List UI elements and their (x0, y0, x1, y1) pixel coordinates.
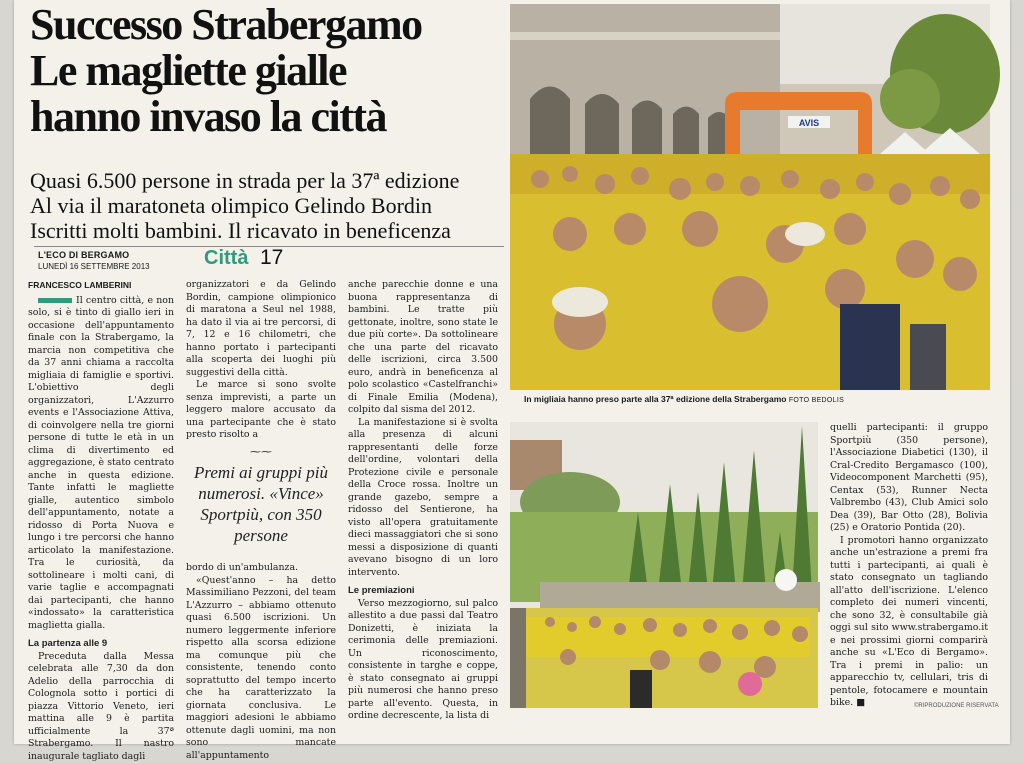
article-column-2 (186, 279, 336, 762)
headline-line-3: hanno invaso la città (30, 94, 510, 140)
page-masthead (34, 246, 504, 274)
march-photo-illustration (510, 422, 818, 708)
subhead-partenza: La partenza alle 9 (28, 638, 174, 651)
paragraph-estrazione: I promotori hanno organizzato anche un'estrazione a premi fra tutti i partecipanti, ai quali è stato consegnato un tagliando all'atto dell'iscrizione. L'elenco completo dei numeri vincenti, che sono 32, è consultabile già oggi sul sito www.strabergamo.it e nei prossimi giorni comparirà anche su «L'Eco di Bergamo». Tra i premi in palio: un apparecchio tv, cellulari, tris di pentole, fotocamere e mountain bike. ■ (830, 535, 988, 710)
subheadline-line-1: Quasi 6.500 persone in strada per la 37ª edizione (30, 168, 510, 193)
paragraph-classifica: quelli partecipanti: il gruppo Sportpiù (350 persone), l'Associazione Diabetici (130), il Cral-Credito Bergamasco (100), Videocomponent Marchetti (95), Centax (53), Runner Necta Valbrembo (43), Club Amici solo Dea (39), Bar Otto (28), Bolivia (25) e Oratorio Pontida (20). (830, 422, 988, 535)
subheadline (30, 168, 510, 243)
paragraph-beneficenza: anche parecchie donne e una buona rappresentanza di bambini. Le tratte più gettonate, inoltre, sono state le due più corte». Da sottolineare che una parte del ricavato delle iscrizioni, circa 3.500 euro, andrà in beneficenza al polo scolastico «Castelfranchi» di Finale Emilia (Modena), colpito dal sisma del 2012. (348, 279, 498, 417)
byline: FRANCESCO LAMBERINI (28, 279, 174, 292)
paragraph-sicurezza: La manifestazione si è svolta alla presenza di alcuni rappresentanti delle forze dell'ordine, volontari della Protezione civile e personale della Croce rossa. Inoltre un grande gazebo, sempre a ridosso del Sentierone, ha visto all'opera gratuitamente dieci massaggiatori che si sono messi a disposizione di quanti avevano bisogno di un loro intervento. (348, 417, 498, 580)
headline-line-2: Le magliette gialle (30, 48, 510, 94)
paragraph-partenza: Preceduta dalla Messa celebrata alle 7,30 da don Adelio della parrocchia di Colognola sotto i portici di piazza Vittorio Veneto, ieri mattina alle 9 è partita ufficialmente la 37ª Strabergamo. Il nastro inaugurale tagliato dagli (28, 651, 174, 763)
photo-credit: FOTO BEDOLIS (789, 397, 844, 404)
paragraph-marce: Le marce si sono svolte senza imprevisti, a parte un leggero malore accusato da una partecipante che è stato presto risolto a (186, 379, 336, 442)
section-bar (38, 298, 72, 303)
publication-name: L'ECO DI BERGAMO (38, 250, 129, 260)
photo-caption (524, 394, 1004, 404)
subheadline-line-2: Al via il maratoneta olimpico Gelindo Bordin (30, 193, 510, 218)
publication-date: LUNEDÌ 16 SETTEMBRE 2013 (38, 262, 150, 271)
arch-banner-text: AVIS (799, 118, 819, 128)
headline (30, 2, 510, 140)
reproduction-note: ©RIPRODUZIONE RISERVATA (914, 703, 999, 709)
subhead-premiazioni: Le premiazioni (348, 585, 498, 598)
photo-crowd (510, 4, 990, 390)
headline-line-1: Successo Strabergamo (30, 2, 510, 48)
article-column-3 (348, 279, 498, 723)
pull-quote: Premi ai gruppi più numerosi. «Vince» Sportpiù, con 350 persone (186, 462, 336, 546)
photo-caption-text: In migliaia hanno preso parte alla 37ª edizione della Strabergamo (524, 394, 786, 404)
lead-paragraph: Il centro città, e non solo, si è tinto di giallo ieri in occasione dell'appuntamento finale con la Strabergamo, la marcia non competitiva che da 37 anni chiama a raccolta migliaia di famiglie e sportivi. L'obiettivo degli organizzatori, L'Azzurro events e l'Associazione Attiva, di coinvolgere nella tre giorni persone di tutte le età in un clima di divertimento ed aggregazione, è stato centrato anche in questa edizione. Tante infatti le magliette gialle, autentico simbolo dell'appuntamento, notate a ridosso di Porta Nuova e lungo i tre percorsi che hanno articolato la manifestazione. Tra le curiosità, da sottolineare i molti cani, di varie taglie e accompagnati dai partecipanti, che hanno «indossato» la caratteristica maglietta gialla. (28, 295, 174, 633)
subheadline-line-3: Iscritti molti bambini. Il ricavato in beneficenza (30, 218, 510, 243)
newspaper-page (14, 0, 1010, 744)
quote-ornament-icon: ⁓⁓ (186, 446, 336, 459)
paragraph-ambulanza: bordo di un'ambulanza. (186, 562, 336, 575)
article-column-1 (28, 279, 174, 763)
photo-children-march (510, 422, 818, 708)
crowd-photo-illustration (510, 4, 990, 390)
paragraph-premiazioni: Verso mezzogiorno, sul palco allestito a due passi dal Teatro Donizetti, è iniziata la cerimonia delle premiazioni. Un riconoscimento, consistente in targhe e coppe, è stato consegnato ai gruppi più numerosi che hanno preso parte all'evento. Questa, in ordine decrescente, la lista di (348, 598, 498, 723)
paragraph-pezzoni: «Quest'anno – ha detto Massimiliano Pezzoni, del team L'Azzurro – abbiamo ottenuto quasi 6.500 iscrizioni. Un numero leggermente inferiore rispetto alla scorsa edizione ma comunque più che consistente, tenendo conto soprattutto del tempo incerto che ha caratterizzato la giornata conclusiva. Le maggiori adesioni le abbiamo ottenute dagli uomini, ma non sono mancate all'appuntamento (186, 575, 336, 763)
page-number: 17 (260, 246, 283, 270)
article-column-4 (830, 422, 988, 710)
paragraph-bordin: organizzatori e da Gelindo Bordin, campione olimpionico di maratona a Seul nel 1988, ha dato il via ai tre percorsi, di 7, 12 e 16 chilometri, che hanno portato i partecipanti alla scoperta dei luoghi più suggestivi della città. (186, 279, 336, 379)
section-name: Città (204, 247, 248, 270)
